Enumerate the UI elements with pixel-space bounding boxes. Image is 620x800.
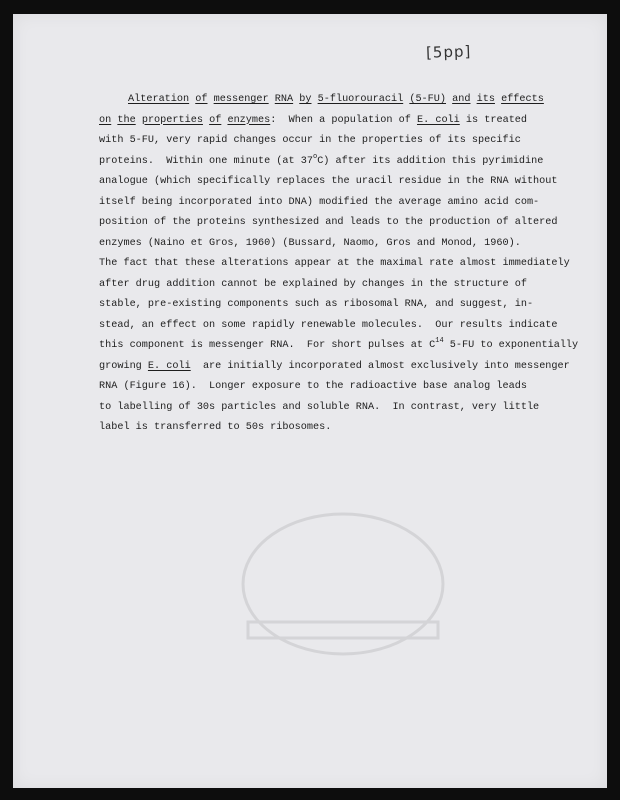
text-fragment: is treated xyxy=(459,114,528,126)
text-fragment: 5-FU to exponentially xyxy=(443,340,579,351)
title-word: 5-fluorouracil xyxy=(317,94,404,105)
text-line: stable, pre-existing components such as ribosomal RNA, and suggest, in- xyxy=(99,299,534,310)
text-line: after drug addition cannot be explained by changes in the structure of xyxy=(99,278,527,290)
text-fragment: : When a population of xyxy=(270,114,417,126)
text-line-isotope xyxy=(99,336,579,357)
text-line: itself being incorporated into DNA) modified the average amino acid com- xyxy=(99,196,540,208)
text-line: to labelling of 30s particles and soluble RNA. In contrast, very little xyxy=(99,401,540,413)
text-fragment: proteins. Within one minute (at 37 xyxy=(99,155,313,167)
title-word: of xyxy=(209,114,222,126)
text-line: RNA (Figure 16). Longer exposure to the radioactive base analog leads xyxy=(99,381,527,392)
text-line: stead, an effect on some rapidly renewable molecules. Our results indicate xyxy=(99,319,558,331)
text-fragment: C) after its addition this pyrimidine xyxy=(317,155,544,167)
title-word: by xyxy=(299,94,312,105)
title-line-2 xyxy=(99,111,569,132)
title-word: RNA xyxy=(274,94,294,105)
handwritten-page-count: [5pp] xyxy=(425,42,472,62)
organism-name: E. coli xyxy=(147,360,191,372)
stamp-oval xyxy=(243,514,443,654)
title-word: of xyxy=(195,94,208,105)
text-line: label is transferred to 50s ribosomes. xyxy=(99,422,332,433)
text-line: The fact that these alterations appear at the maximal rate almost immediately xyxy=(99,258,570,269)
title-word: the xyxy=(117,114,136,126)
text-fragment: growing xyxy=(99,360,148,372)
isotope-superscript: 14 xyxy=(435,337,444,345)
title-word: Alteration xyxy=(128,94,190,105)
title-word: effects xyxy=(501,94,544,105)
text-line-temperature xyxy=(99,152,569,173)
title-word: messenger xyxy=(213,94,269,105)
text-line: analogue (which specifically replaces the uracil residue in the RNA without xyxy=(99,176,558,187)
text-line: with 5-FU, very rapid changes occur in the properties of its specific xyxy=(99,135,521,146)
text-line: position of the proteins synthesized and leads to the production of altered xyxy=(99,217,558,228)
organism-name: E. coli xyxy=(416,114,460,126)
text-line: enzymes (Naino et Gros, 1960) (Bussard, Naomo, Gros and Monod, 1960). xyxy=(99,237,521,249)
title-word: its xyxy=(476,94,495,105)
title-word: (5-FU) xyxy=(409,94,447,105)
text-line-organism xyxy=(99,357,569,378)
text-fragment: this component is messenger RNA. For short pulses at C xyxy=(99,340,436,351)
degree-mark: o xyxy=(312,152,318,161)
title-line-1 xyxy=(99,90,569,111)
title-word: enzymes xyxy=(227,114,271,126)
title-word: and xyxy=(452,94,471,105)
document-body xyxy=(99,90,579,439)
title-word: on xyxy=(99,114,112,126)
text-fragment: are initially incorporated almost exclusively into messenger xyxy=(190,360,570,372)
title-word: properties xyxy=(141,114,203,126)
bleed-through-stamp xyxy=(228,504,458,664)
